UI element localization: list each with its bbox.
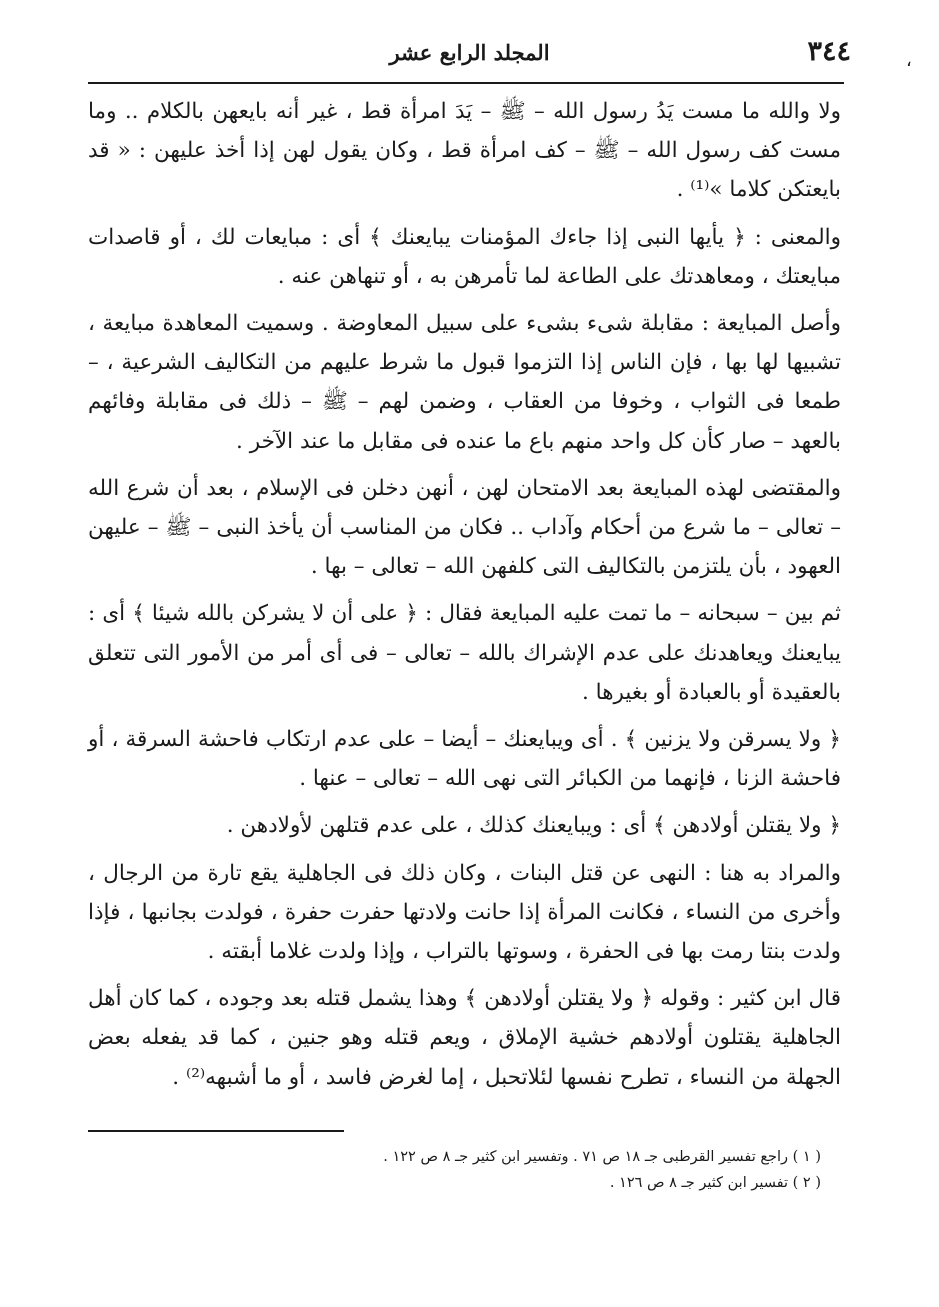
footnote-1: ( ١ ) راجع تفسير القرطبى جـ ١٨ ص ٧١ . وتفسير ابن كثير جـ ٨ ص ١٢٢ . (383, 1149, 821, 1165)
footnote-2: ( ٢ ) تفسير ابن كثير جـ ٨ ص ١٢٦ . (609, 1175, 821, 1191)
paragraph-8: والمراد به هنا : النهى عن قتل البنات ، وكان ذلك فى الجاهلية يقع تارة من الرجال ، وأخرى من النساء ، فكانت المرأة إذا حانت ولادتها حفرت حفرة ، فولدت بجانبها ، فإذا ولدت بنتا رمت بها فى الحفرة ، وسوتها بالتراب ، وإذا ولدت غلاما أبقته . (88, 860, 841, 965)
paragraph-7: ﴿ ولا يقتلن أولادهن ﴾ أى : ويبايعنك كذلك ، على عدم قتلهن لأولادهن . (226, 813, 841, 839)
page-header (88, 36, 851, 80)
footnotes (200, 1144, 821, 1196)
paragraph-1: ولا والله ما مست يَدُ رسول الله – ﷺ – يَدَ امرأة قط ، غير أنه بايعهن بالكلام .. وما مست كف رسول الله – ﷺ – كف امرأة قط ، وكان يقول لهن إذا أخذ عليهن : « قد بايعتكن كلاما »⁽¹⁾ . (88, 99, 841, 203)
body-text (88, 92, 841, 1105)
paragraph-9: قال ابن كثير : وقوله ﴿ ولا يقتلن أولادهن ﴾ وهذا يشمل قتله بعد وجوده ، كما كان أهل الجاهلية يقتلون أولادهم خشية الإملاق ، ويعم قتله وهو جنين ، كما قد يفعله بعض الجهلة من النساء ، تطرح نفسها لئلاتحبل ، إما لغرض فاسد ، أو ما أشبهه⁽²⁾ . (88, 986, 841, 1090)
page-number: ٣٤٤ (807, 36, 851, 67)
paragraph-3: وأصل المبايعة : مقابلة شىء بشىء على سبيل المعاوضة . وسميت المعاهدة مبايعة ، تشبيها لها بها ، فإن الناس إذا التزموا قبول ما شرط عليهم من التكاليف الشرعية ، – طمعا فى الثواب ، وخوفا من العقاب ، وضمن لهم – ﷺ – ذلك فى مقابلة وفائهم بالعهد – صار كأن كل واحد منهم باع ما عنده فى مقابل ما عند الآخر . (88, 311, 841, 454)
header-divider (88, 82, 844, 84)
running-title: المجلد الرابع عشر (389, 40, 550, 65)
paragraph-2: والمعنى : ﴿ يأيها النبى إذا جاءك المؤمنات يبايعنك ﴾ أى : مبايعات لك ، أو قاصدات مبايعتك ، ومعاهدتك على الطاعة لما تأمرهن به ، أو تنهاهن عنه . (88, 224, 841, 289)
paragraph-6: ﴿ ولا يسرقن ولا يزنين ﴾ . أى ويبايعنك – أيضا – على عدم ارتكاب فاحشة السرقة ، أو فاحشة الزنا ، فإنهما من الكبائر التى نهى الله – تعالى – عنها . (88, 727, 841, 792)
footnote-divider (88, 1130, 344, 1132)
paragraph-4: والمقتضى لهذه المبايعة بعد الامتحان لهن ، أنهن دخلن فى الإسلام ، بعد أن شرع الله – تعالى – ما شرع من أحكام وآداب .. فكان من المناسب أن يأخذ النبى – ﷺ – عليهن العهود ، بأن يلتزمن بالتكاليف التى كلفهن الله – تعالى – بها . (88, 475, 841, 580)
stray-mark: ، (906, 50, 912, 71)
paragraph-5: ثم بين – سبحانه – ما تمت عليه المبايعة فقال : ﴿ على أن لا يشركن بالله شيئا ﴾ أى : يبايعنك ويعاهدنك على عدم الإشراك بالله – تعالى – فى أى أمر من الأمور التى تتعلق بالعقيدة أو بالعبادة أو بغيرها . (88, 601, 841, 705)
